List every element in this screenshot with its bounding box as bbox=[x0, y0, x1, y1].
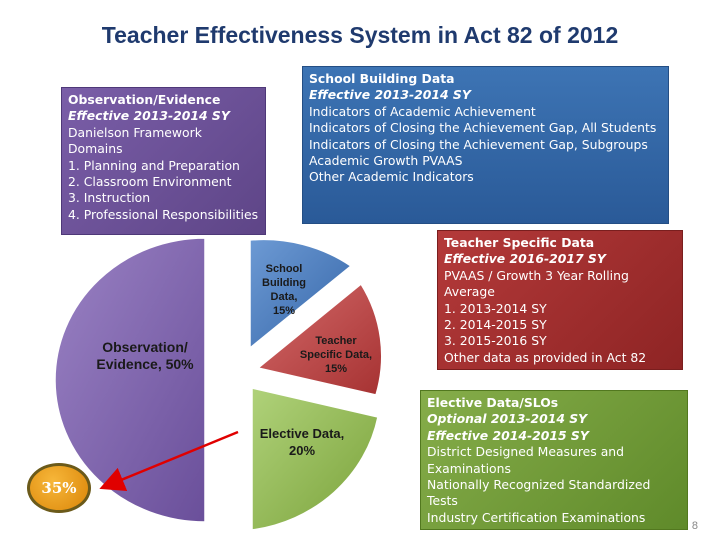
school-building-line: Indicators of Closing the Achievement Gap, All Students bbox=[309, 120, 657, 136]
teacher-specific-heading: Teacher Specific Data bbox=[444, 235, 595, 250]
slide-title: Teacher Effectiveness System in Act 82 of 2012 bbox=[101, 22, 619, 48]
pie-slice-elective bbox=[252, 388, 378, 530]
teacher-specific-data-box bbox=[437, 230, 683, 370]
pie-label-teacher-line3: 15% bbox=[324, 363, 348, 375]
teacher-specific-line: PVAAS / Growth 3 Year Rolling Average bbox=[444, 267, 629, 300]
observation-evidence-box bbox=[61, 87, 266, 235]
pie-label-teacher-line2: Specific Data, bbox=[299, 349, 373, 361]
teacher-specific-line: 1. 2013-2014 SY bbox=[444, 300, 547, 316]
elective-heading: Elective Data/SLOs bbox=[427, 395, 559, 410]
elective-optional: Optional 2013-2014 SY bbox=[427, 411, 588, 427]
school-building-data-box bbox=[302, 66, 669, 224]
teacher-specific-line: Other data as provided in Act 82 bbox=[444, 349, 647, 365]
pie-label-teacher-line1: Teacher bbox=[315, 335, 357, 347]
pie-label-school-line1: School bbox=[265, 263, 303, 275]
observation-line: 4. Professional Responsibilities bbox=[68, 206, 259, 222]
observation-heading: Observation/Evidence bbox=[68, 92, 221, 107]
pie-label-observation-line2: Evidence, 50% bbox=[96, 356, 194, 372]
elective-effective: Effective 2014-2015 SY bbox=[427, 427, 589, 443]
school-building-effective: Effective 2013-2014 SY bbox=[309, 87, 471, 103]
observation-line: 1. Planning and Preparation bbox=[68, 157, 240, 173]
elective-line: Nationally Recognized Standardized Tests bbox=[427, 477, 651, 509]
elective-line: District Designed Measures and Examinations bbox=[427, 444, 625, 476]
pie-label-school-line3: Data, bbox=[270, 291, 298, 303]
percentage-badge: 35% bbox=[27, 463, 91, 513]
observation-line: Danielson Framework Domains bbox=[68, 124, 202, 157]
pie-label-school-line2: Building bbox=[262, 277, 306, 289]
teacher-specific-effective: Effective 2016-2017 SY bbox=[444, 251, 606, 267]
school-building-line: Academic Growth PVAAS bbox=[309, 153, 463, 169]
pie-label-elective-line2: 20% bbox=[288, 443, 316, 458]
observation-line: 2. Classroom Environment bbox=[68, 174, 232, 190]
pie-label-observation-line1: Observation/ bbox=[102, 339, 188, 355]
elective-data-box bbox=[420, 390, 688, 530]
observation-effective: Effective 2013-2014 SY bbox=[68, 108, 230, 124]
observation-line: 3. Instruction bbox=[68, 190, 151, 206]
elective-line: Industry Certification Examinations bbox=[427, 509, 646, 525]
teacher-specific-line: 3. 2015-2016 SY bbox=[444, 333, 547, 349]
page-number: 8 bbox=[691, 520, 698, 532]
school-building-line: Indicators of Closing the Achievement Gap, Subgroups bbox=[309, 136, 648, 152]
pie-label-elective-line1: Elective Data, bbox=[259, 426, 345, 441]
teacher-specific-line: 2. 2014-2015 SY bbox=[444, 317, 547, 333]
school-building-line: Other Academic Indicators bbox=[309, 169, 474, 185]
pie-label-school-line4: 15% bbox=[272, 305, 296, 317]
school-building-heading: School Building Data bbox=[309, 71, 455, 86]
school-building-line: Indicators of Academic Achievement bbox=[309, 103, 536, 119]
